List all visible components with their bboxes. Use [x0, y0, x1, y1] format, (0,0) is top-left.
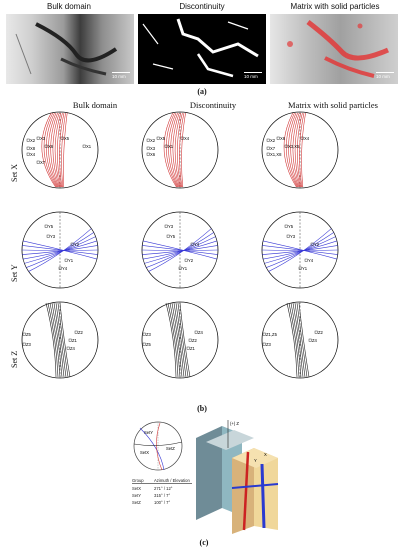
- stereo-label-setx: SetX: [140, 450, 150, 455]
- pole-label: Y5: [288, 224, 294, 229]
- pole-label: X3,X5: [288, 144, 300, 149]
- pole-label: Y1: [302, 266, 308, 271]
- pole-label: Y4: [308, 258, 314, 263]
- discontinuity-image: [138, 14, 266, 84]
- title-bulk-domain: Bulk domain: [46, 2, 92, 11]
- panel-b-label: (b): [197, 404, 207, 413]
- pole-label: X5: [64, 136, 70, 141]
- pole-label: X1: [86, 144, 92, 149]
- title-matrix: Matrix with solid particles: [290, 2, 380, 11]
- orientation-table: Group Azimuth / Elevation SetX 271° / 12° SetY 315° / 7° SetZ 100° / 7°: [132, 478, 192, 505]
- row-label-set-z: Set Z: [10, 350, 19, 368]
- pole-label: X7: [40, 160, 46, 165]
- pole-label: Z4: [198, 330, 203, 335]
- pole-label: Z5: [26, 332, 31, 337]
- panel-c-label: (c): [199, 538, 209, 547]
- bulk-domain-image: [6, 14, 134, 84]
- pole-label: Y3: [290, 234, 296, 239]
- title-discontinuity: Discontinuity: [179, 2, 225, 11]
- pole-label: X4: [30, 152, 36, 157]
- pole-label: Y3: [168, 224, 174, 229]
- pole-label: Z1: [72, 338, 77, 343]
- pole-label: Z3: [266, 342, 271, 347]
- pole-label: Y4: [62, 266, 68, 271]
- stereonet-set-z: [16, 296, 104, 384]
- table-row: SetX 271° / 12°: [132, 486, 173, 491]
- matrix-image: [270, 14, 398, 84]
- pole-label: X4: [184, 136, 190, 141]
- pole-label: Y3: [50, 234, 56, 239]
- y-axis-label: Y: [254, 458, 257, 463]
- pole-label: Z5: [146, 342, 151, 347]
- stereonet-set-x: [16, 106, 104, 194]
- net-title-bulk: Bulk domain: [72, 100, 118, 110]
- pole-label: Z2: [318, 330, 323, 335]
- pole-label: X6: [48, 144, 54, 149]
- pole-label: X7: [270, 146, 276, 151]
- pole-label: Z1,Z5: [266, 332, 277, 337]
- stereonet-set-y: [136, 206, 224, 294]
- row-label-set-x: Set X: [10, 164, 19, 182]
- summary-stereonet: [130, 418, 190, 478]
- net-title-discontinuity: Discontinuity: [189, 100, 237, 110]
- pole-label: X2: [150, 138, 156, 143]
- panel-a-label: (a): [197, 87, 207, 96]
- stereonet-set-z: [256, 296, 344, 384]
- pole-label: Y2: [188, 258, 194, 263]
- pole-label: X1,X8: [270, 152, 282, 157]
- pole-label: Y2: [314, 242, 320, 247]
- pole-label: Y2: [74, 242, 80, 247]
- table-row: SetZ 100° / 7°: [132, 500, 171, 505]
- pole-label: Z2: [78, 330, 83, 335]
- stereo-label-sety: SetY: [144, 430, 154, 435]
- pole-label: X5: [160, 136, 166, 141]
- pole-label: Z3: [146, 332, 151, 337]
- pole-label: X4: [304, 136, 310, 141]
- scale-bar: 10 mm: [244, 72, 262, 80]
- stereonet-set-y: [256, 206, 344, 294]
- net-title-matrix: Matrix with solid particles: [288, 100, 378, 110]
- pole-label: Z3: [26, 342, 31, 347]
- x-axis-label: X: [264, 452, 267, 457]
- pole-label: Z4: [70, 346, 75, 351]
- pole-label: X6: [280, 136, 286, 141]
- pole-label: X1: [168, 144, 174, 149]
- stereonet-set-x: [136, 106, 224, 194]
- pole-label: Z2: [192, 338, 197, 343]
- stereonet-set-z: [136, 296, 224, 384]
- pole-label: X3: [150, 146, 156, 151]
- pole-label: Y5: [48, 224, 54, 229]
- pole-label: X8: [30, 146, 36, 151]
- pole-label: Y1: [68, 258, 74, 263]
- pole-label: X2: [30, 138, 36, 143]
- pole-label: X3: [40, 136, 46, 141]
- pole-label: Y4: [194, 242, 200, 247]
- scale-bar: 10 mm: [112, 72, 130, 80]
- table-row: SetY 315° / 7°: [132, 493, 171, 498]
- pole-label: Z4: [312, 338, 317, 343]
- scale-bar: 10 mm: [376, 72, 394, 80]
- row-label-set-y: Set Y: [10, 264, 19, 282]
- pole-label: X6: [150, 152, 156, 157]
- stereo-label-setz: SetZ: [166, 446, 175, 451]
- stereonet-set-x: [256, 106, 344, 194]
- pole-label: X2: [270, 138, 276, 143]
- block-diagram: [192, 418, 282, 536]
- z-axis-label: (+) Z: [230, 421, 239, 426]
- pole-label: Z1: [190, 346, 195, 351]
- pole-label: Y5: [170, 234, 176, 239]
- pole-label: Y1: [182, 266, 188, 271]
- stereonet-set-y: [16, 206, 104, 294]
- figure-c: [130, 418, 280, 536]
